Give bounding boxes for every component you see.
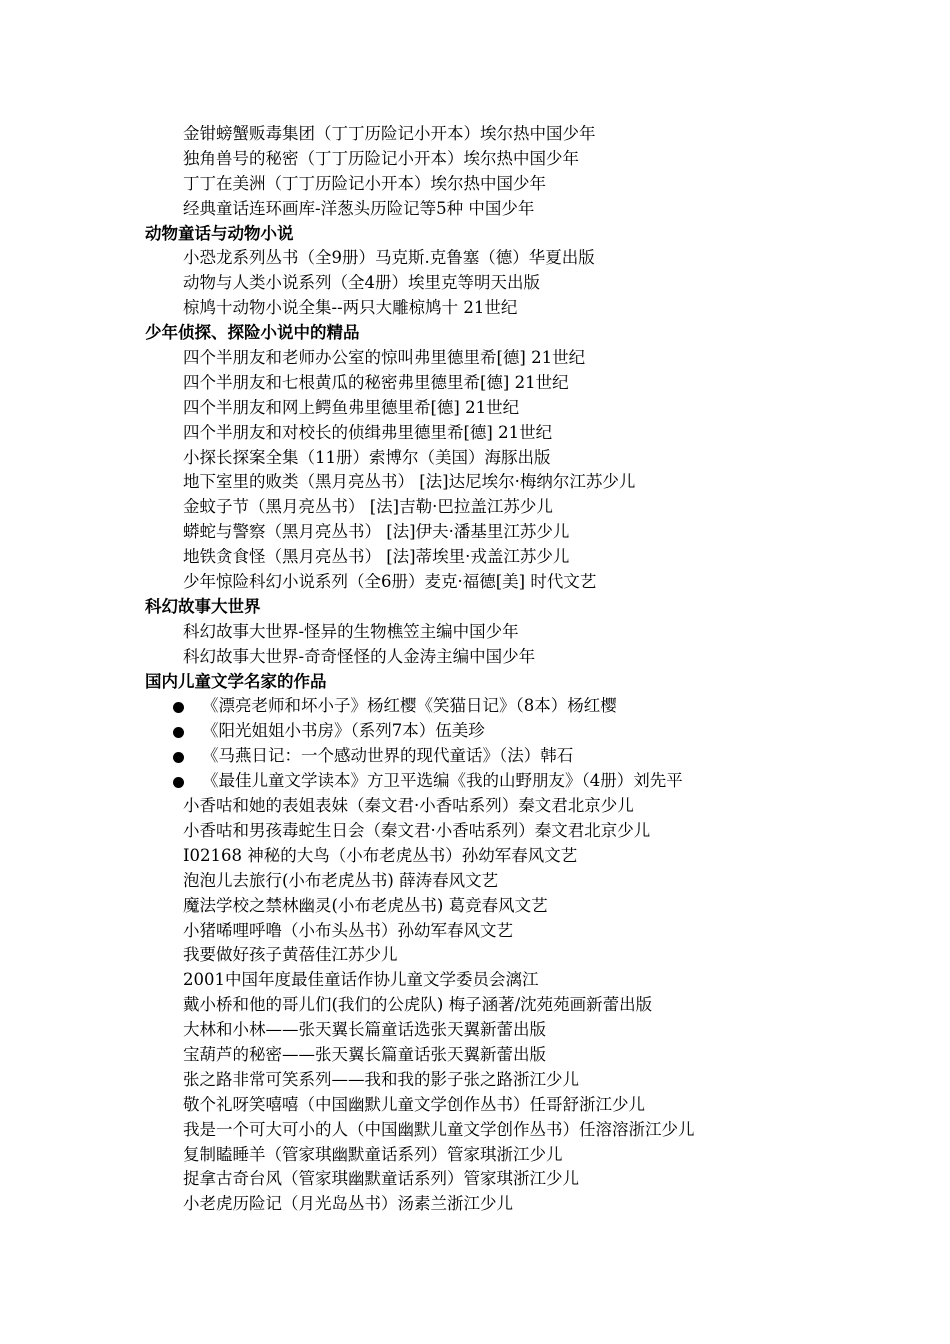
line-text: 小猪唏哩呼噜（小布头丛书）孙幼军春风文艺 — [183, 920, 513, 940]
line-text: 科幻故事大世界-怪异的生物樵笠主编中国少年 — [183, 621, 519, 641]
line-text: 2001中国年度最佳童话作协儿童文学委员会漓江 — [183, 970, 539, 990]
line-text: 金钳螃蟹贩毒集团（丁丁历险记小开本）埃尔热中国少年 — [183, 124, 596, 143]
list-item — [0, 1043, 950, 1068]
line-text: 国内儿童文学名家的作品 — [145, 671, 327, 691]
list-item — [0, 819, 950, 844]
line-text: 小恐龙系列丛书（全9册）马克斯.克鲁塞（德）华夏出版 — [183, 248, 595, 268]
list-item — [0, 1143, 950, 1168]
section-heading — [0, 321, 950, 346]
line-text: 我是一个可大可小的人（中国幽默儿童文学创作丛书）任溶溶浙江少儿 — [183, 1119, 695, 1139]
line-text: 《马燕日记：一个感动世界的现代童话》（法）韩石 — [202, 746, 574, 766]
line-text: 捉拿古奇台风（管家琪幽默童话系列）管家琪浙江少儿 — [183, 1169, 579, 1189]
list-item — [0, 470, 950, 495]
line-text: 四个半朋友和对校长的侦缉弗里德里希[德] 21世纪 — [183, 422, 553, 442]
line-text: 动物与人类小说系列（全4册）埃里克等明天出版 — [183, 273, 540, 293]
list-item — [0, 570, 950, 595]
list-item — [0, 1093, 950, 1118]
bullet-list-item — [0, 744, 950, 769]
section-heading — [0, 670, 950, 695]
list-item — [0, 943, 950, 968]
line-text: 《漂亮老师和坏小子》杨红樱《笑猫日记》（8本）杨红樱 — [202, 696, 617, 716]
line-text: 宝葫芦的秘密——张天翼长篇童话张天翼新蕾出版 — [183, 1044, 546, 1064]
list-item — [0, 869, 950, 894]
line-text: 经典童话连环画库-洋葱头历险记等5种 中国少年 — [183, 198, 535, 218]
list-item — [0, 197, 950, 222]
bullet-list-item — [0, 769, 950, 794]
list-item — [0, 844, 950, 869]
line-text: 金蚊子节（黑月亮丛书） [法]吉勒·巴拉盖江苏少儿 — [183, 497, 553, 517]
line-text: 小香咕和她的表姐表妹（秦文君·小香咕系列）秦文君北京少儿 — [183, 796, 634, 816]
line-text: I02168 神秘的大鸟（小布老虎丛书）孙幼军春风文艺 — [183, 845, 578, 865]
line-text: 地铁贪食怪（黑月亮丛书） [法]蒂埃里·戎盖江苏少儿 — [183, 547, 570, 567]
line-text: 小探长探案全集（11册）索博尔（美国）海豚出版 — [183, 447, 551, 467]
line-text: 丁丁在美洲（丁丁历险记小开本）埃尔热中国少年 — [183, 173, 546, 193]
line-text: 四个半朋友和网上鳄鱼弗里德里希[德] 21世纪 — [183, 397, 520, 417]
line-text: 《最佳儿童文学读本》方卫平选编《我的山野朋友》（4册）刘先平 — [202, 771, 683, 791]
bullet-icon — [173, 752, 184, 763]
list-item — [0, 1068, 950, 1093]
list-item — [0, 495, 950, 520]
section-heading — [0, 595, 950, 620]
list-item — [0, 371, 950, 396]
list-item — [0, 446, 950, 471]
list-item — [0, 794, 950, 819]
list-item — [0, 271, 950, 296]
line-text: 独角兽号的秘密（丁丁历险记小开本）埃尔热中国少年 — [183, 148, 579, 168]
list-item — [0, 919, 950, 944]
list-item — [0, 172, 950, 197]
list-item — [0, 147, 950, 172]
list-item — [0, 396, 950, 421]
list-item — [0, 545, 950, 570]
line-text: 大林和小林——张天翼长篇童话选张天翼新蕾出版 — [183, 1020, 546, 1040]
line-text: 小老虎历险记（月光岛丛书）汤素兰浙江少儿 — [183, 1194, 513, 1214]
bullet-list-item — [0, 694, 950, 719]
book-list — [0, 122, 950, 1217]
list-item — [0, 1167, 950, 1192]
list-item — [0, 620, 950, 645]
line-text: 四个半朋友和七根黄瓜的秘密弗里德里希[德] 21世纪 — [183, 372, 569, 392]
line-text: 少年惊险科幻小说系列（全6册）麦克·福德[美] 时代文艺 — [183, 572, 597, 592]
list-item — [0, 968, 950, 993]
line-text: 泡泡儿去旅行(小布老虎丛书) 薛涛春风文艺 — [183, 870, 499, 890]
line-text: 我要做好孩子黄蓓佳江苏少儿 — [183, 945, 398, 965]
line-text: 科幻故事大世界-奇奇怪怪的人金涛主编中国少年 — [183, 646, 536, 666]
list-item — [0, 993, 950, 1018]
list-item — [0, 346, 950, 371]
line-text: 张之路非常可笑系列——我和我的影子张之路浙江少儿 — [183, 1069, 579, 1089]
list-item — [0, 520, 950, 545]
line-text: 小香咕和男孩毒蛇生日会（秦文君·小香咕系列）秦文君北京少儿 — [183, 820, 651, 840]
bullet-icon — [173, 727, 184, 738]
bullet-icon — [173, 777, 184, 788]
list-item — [0, 246, 950, 271]
line-text: 动物童话与动物小说 — [145, 223, 294, 243]
line-text: 科幻故事大世界 — [145, 596, 261, 616]
list-item — [0, 1018, 950, 1043]
list-item — [0, 1118, 950, 1143]
bullet-icon — [173, 702, 184, 713]
line-text: 戴小桥和他的哥儿们(我们的公虎队) 梅子涵著/沈苑苑画新蕾出版 — [183, 995, 653, 1015]
section-heading — [0, 222, 950, 247]
list-item — [0, 645, 950, 670]
list-item — [0, 894, 950, 919]
line-text: 少年侦探、探险小说中的精品 — [145, 323, 360, 343]
line-text: 《阳光姐姐小书房》（系列7本）伍美珍 — [202, 721, 485, 741]
line-text: 敬个礼呀笑嘻嘻（中国幽默儿童文学创作丛书）任哥舒浙江少儿 — [183, 1094, 645, 1114]
line-text: 地下室里的败类（黑月亮丛书） [法]达尼埃尔·梅纳尔江苏少儿 — [183, 472, 636, 492]
line-text: 椋鸠十动物小说全集--两只大雕椋鸠十 21世纪 — [183, 298, 518, 318]
line-text: 蟒蛇与警察（黑月亮丛书） [法]伊夫·潘基里江苏少儿 — [183, 522, 570, 542]
list-item — [0, 296, 950, 321]
line-text: 魔法学校之禁林幽灵(小布老虎丛书) 葛竞春风文艺 — [183, 895, 548, 915]
list-item — [0, 122, 950, 147]
list-item — [0, 421, 950, 446]
list-item — [0, 1192, 950, 1217]
line-text: 四个半朋友和老师办公室的惊叫弗里德里希[德] 21世纪 — [183, 348, 586, 368]
line-text: 复制瞌睡羊（管家琪幽默童话系列）管家琪浙江少儿 — [183, 1144, 563, 1164]
bullet-list-item — [0, 719, 950, 744]
